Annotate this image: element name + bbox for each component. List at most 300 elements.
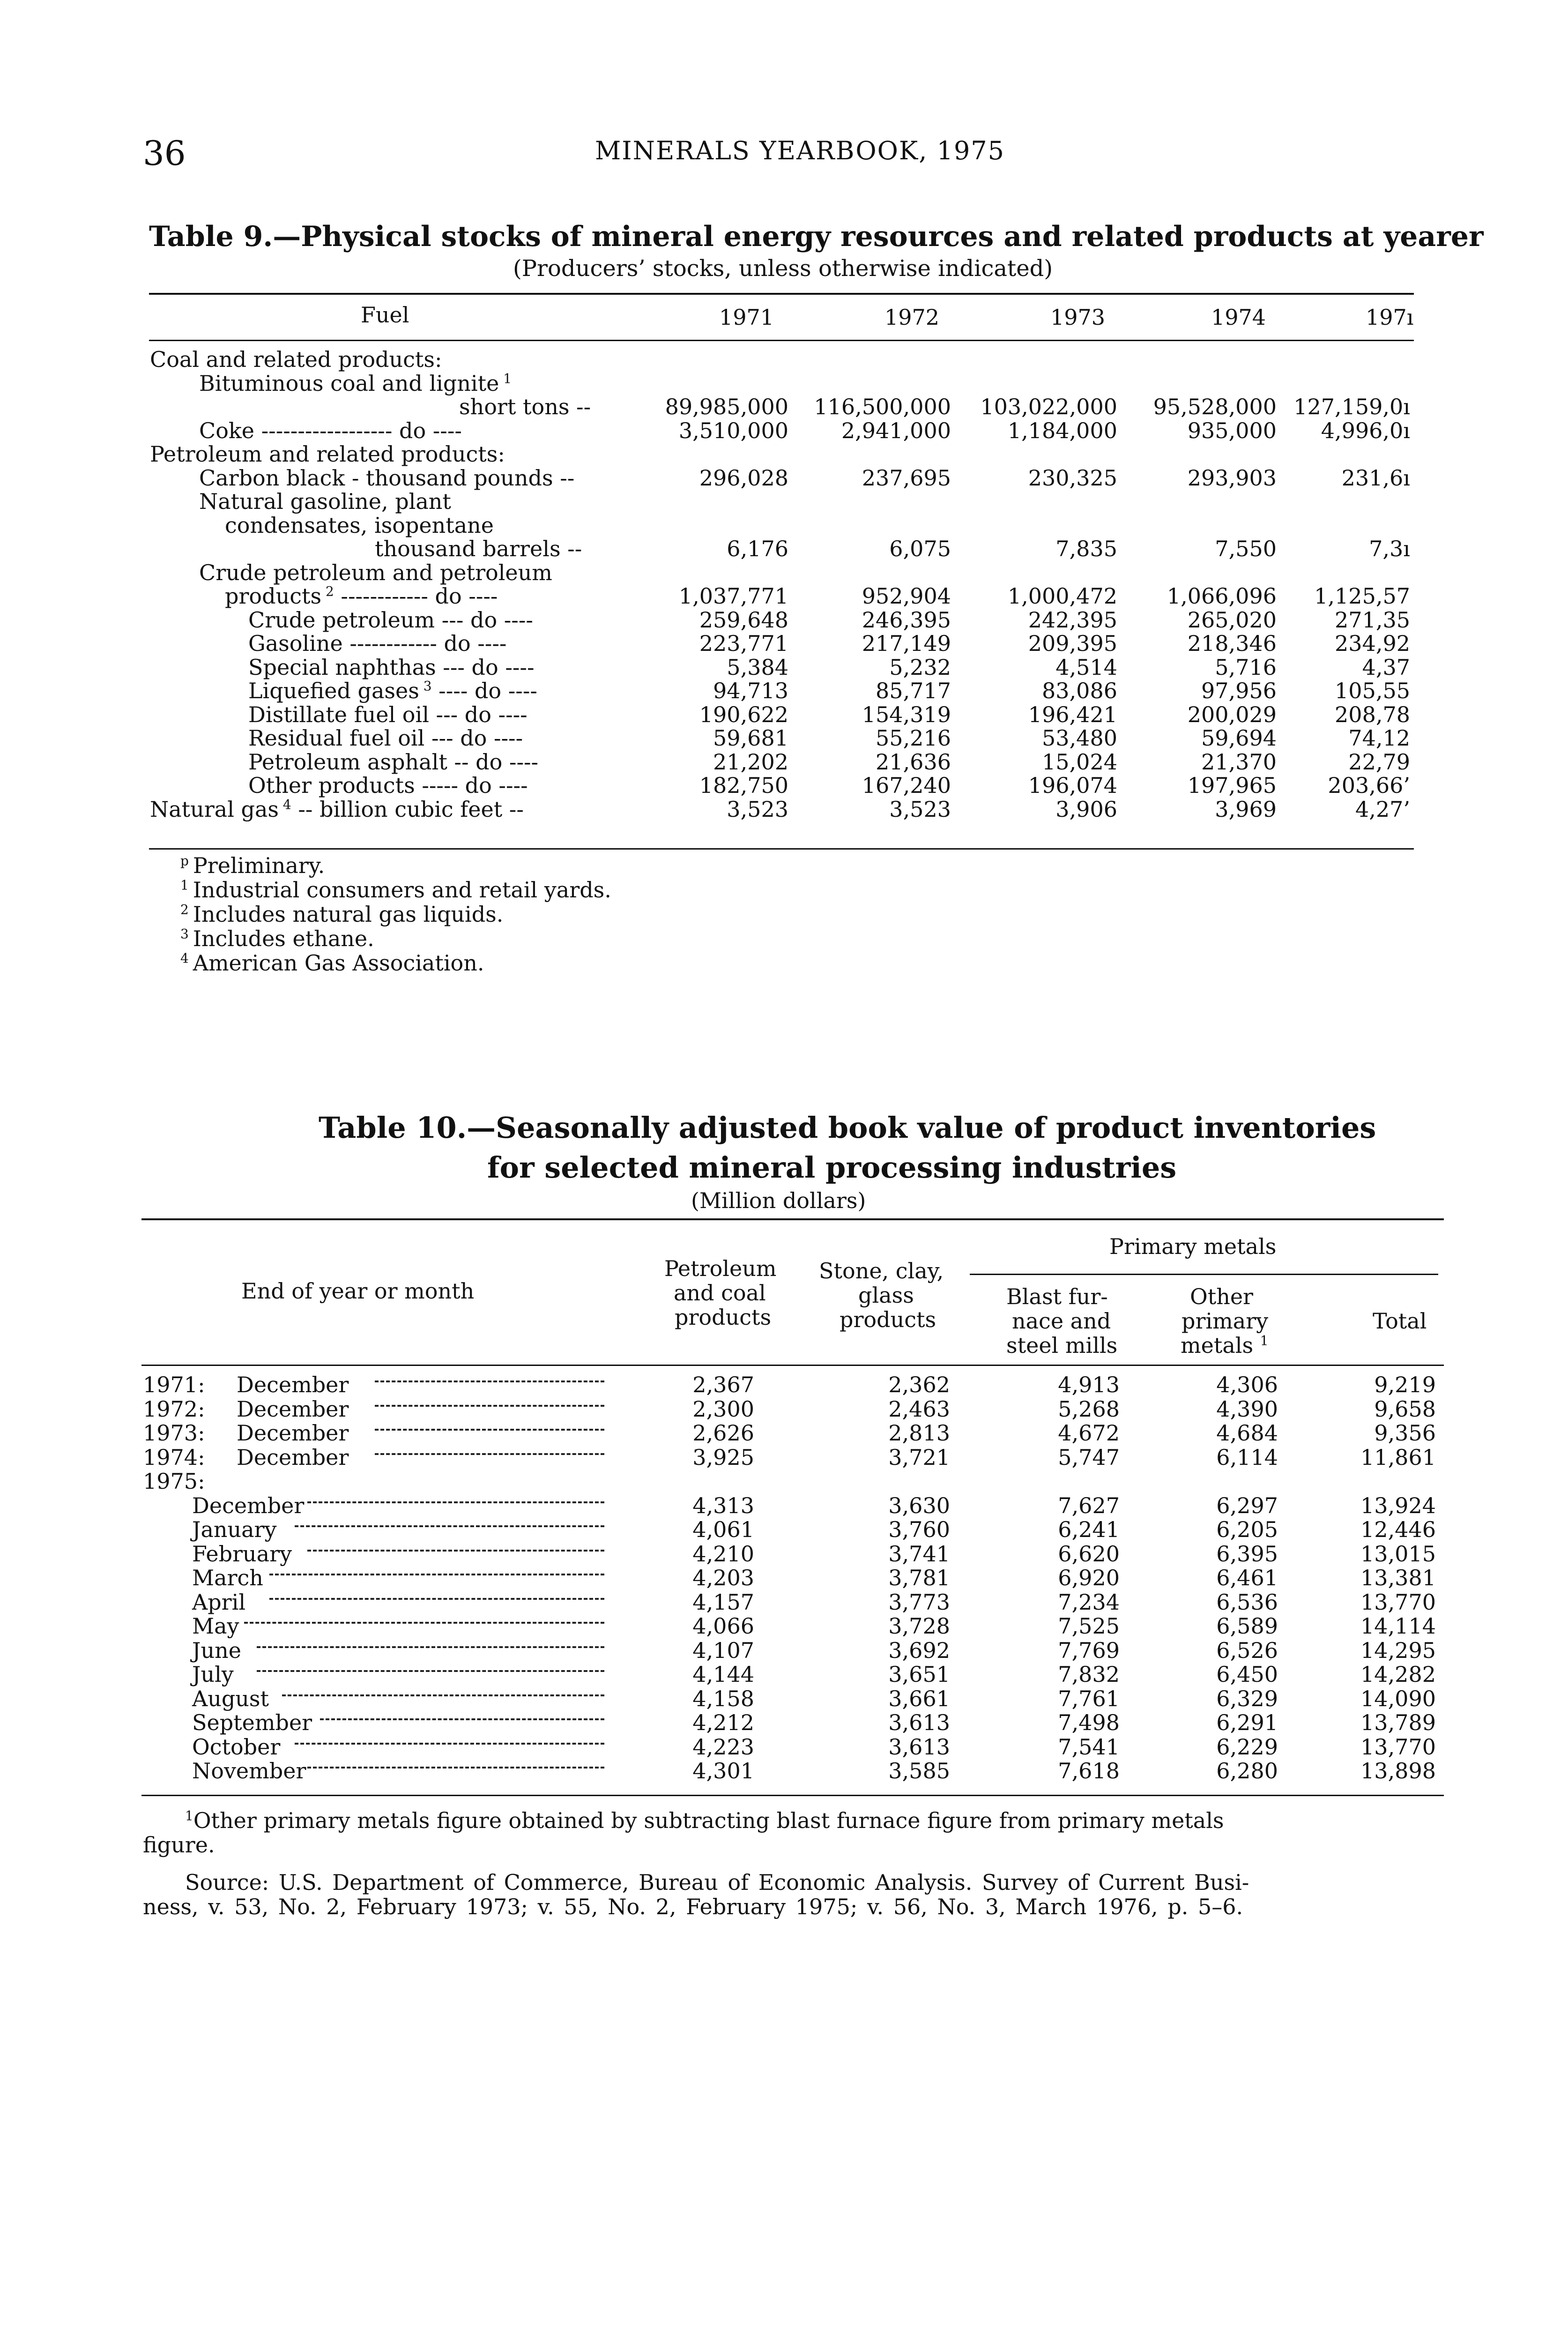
table9-row-label: Bituminous coal and lignite $^1$: [199, 370, 512, 396]
table9-cell: 1,000,472: [1007, 583, 1117, 609]
table10-row: [0, 1541, 1568, 1565]
table9-cell: 127,159,0ı: [1293, 394, 1410, 419]
table10-cell: 7,234: [1058, 1589, 1120, 1615]
table9-cell: 265,020: [1187, 607, 1277, 633]
table10-row-leader: [307, 1501, 604, 1503]
table10-row: [0, 1758, 1568, 1782]
table9-cell: 1,066,096: [1167, 583, 1277, 609]
table10-cell: 4,672: [1058, 1420, 1120, 1446]
table9-row-label: Gasoline ------------ do ----: [248, 631, 507, 656]
table10-cell: 7,525: [1058, 1613, 1120, 1639]
table9-row-footnote-mark: 2: [321, 583, 334, 599]
table9-row-label: Distillate fuel oil --- do ----: [248, 701, 528, 727]
table9-cell: 7,550: [1215, 536, 1277, 561]
table9-row-label: condensates, isopentane: [225, 512, 494, 538]
table9-row-label: Crude petroleum --- do ----: [248, 607, 533, 633]
table10-cell: 5,268: [1058, 1396, 1120, 1422]
table9-row: [0, 725, 1568, 749]
table9-row: [0, 631, 1568, 654]
table10-cell: 14,114: [1360, 1613, 1436, 1639]
table10-col-period: End of year or month: [241, 1278, 475, 1304]
table9-cell: 21,636: [876, 749, 951, 775]
table10-cell: 3,651: [888, 1662, 950, 1687]
table9-cell: 22,79: [1348, 749, 1410, 775]
table9-row: [0, 513, 1568, 536]
table10-col-total: Total: [1373, 1308, 1427, 1334]
table10-cell: 7,769: [1058, 1637, 1120, 1663]
table10-row-leader: [257, 1670, 604, 1672]
table10-row-leader: [375, 1453, 604, 1455]
table9-cell: 200,029: [1187, 701, 1277, 727]
table10-cell: 4,223: [692, 1734, 754, 1760]
table10-source-line1: Source: U.S. Department of Commerce, Bureau of Economic Analysis. Survey of Current Busi-: [185, 1870, 1249, 1895]
table10-cell: 2,626: [692, 1420, 754, 1446]
table9-title: Table 9.—Physical stocks of mineral energy resources and related products at yearer: [149, 220, 1484, 253]
table10-cell: 9,219: [1374, 1372, 1436, 1397]
table10-row: [0, 1469, 1568, 1492]
table9-row-label: Other products ----- do ----: [248, 773, 528, 798]
table9-row-label: Petroleum and related products:: [150, 441, 505, 467]
table10-row-leader: [295, 1525, 604, 1527]
table9-cell: 5,384: [727, 654, 788, 680]
table9-cell: 203,66’: [1328, 773, 1410, 798]
table9-footnote-mark: p: [180, 853, 193, 869]
table10-row-month: December: [237, 1372, 349, 1397]
table10-row-month: February: [192, 1541, 292, 1567]
table9-cell: 4,37: [1362, 654, 1410, 680]
table10-cell: 13,015: [1360, 1541, 1436, 1567]
table9-subtitle: (Producers’ stocks, unless otherwise indicated): [513, 255, 1053, 282]
table9-row-label: Natural gas $^4$ -- billion cubic feet --: [150, 796, 524, 822]
table9-footnote-text: Includes natural gas liquids.: [193, 902, 504, 927]
table9-cell: 7,835: [1055, 536, 1117, 561]
table10-cell: 4,061: [692, 1517, 754, 1542]
table10-col-other-2: primary: [1182, 1308, 1269, 1334]
table10-cell: 6,114: [1216, 1444, 1278, 1470]
table10-col-stone-3: products: [840, 1307, 936, 1332]
table10-row: [0, 1662, 1568, 1685]
table10-row-leader: [244, 1622, 604, 1624]
table9-cell: 196,421: [1028, 701, 1117, 727]
table10-cell: 6,526: [1216, 1637, 1278, 1663]
table10-row: [0, 1420, 1568, 1444]
table9-cell: 167,240: [862, 773, 951, 798]
table10-group-rule: [970, 1274, 1438, 1275]
table10-row: [0, 1589, 1568, 1613]
table10-row: [0, 1493, 1568, 1516]
table9-cell: 95,528,000: [1153, 394, 1277, 419]
table9-row-label: short tons --: [459, 394, 591, 419]
table9-row-label: Special naphthas --- do ----: [248, 654, 535, 680]
table10-cell: 6,536: [1216, 1589, 1278, 1615]
table10-footnote: [185, 1808, 1450, 1833]
table9-cell: 952,904: [862, 583, 951, 609]
table9-col-year-1: 1971: [719, 305, 774, 330]
table10-top-rule: [141, 1218, 1444, 1220]
table9-row: [0, 560, 1568, 583]
table10-cell: 4,313: [692, 1492, 754, 1518]
table9-cell: 196,074: [1028, 773, 1117, 798]
table10-bottom-rule: [141, 1795, 1444, 1796]
table9-row: [0, 347, 1568, 370]
table9-footnote: [180, 877, 611, 903]
table10-row-leader: [375, 1405, 604, 1407]
table10-group-primary-metals: Primary metals: [1109, 1234, 1277, 1259]
table10-cell: 3,781: [888, 1565, 950, 1590]
table9-row: [0, 371, 1568, 394]
table10-cell: 4,306: [1216, 1372, 1278, 1397]
table10-cell: 2,362: [888, 1372, 950, 1397]
table10-row: [0, 1734, 1568, 1758]
table9-cell: 4,514: [1055, 654, 1117, 680]
table10-cell: 13,898: [1360, 1758, 1436, 1783]
table9-row-footnote-mark: 3: [419, 678, 432, 694]
table10-cell: 14,090: [1360, 1686, 1436, 1711]
table9-cell: 234,92: [1335, 631, 1410, 656]
table10-cell: 3,613: [888, 1734, 950, 1760]
running-head: MINERALS YEARBOOK, 1975: [595, 136, 1005, 165]
table9-row-footnote-mark: 4: [279, 797, 291, 813]
table9-col-year-2: 1972: [884, 305, 940, 330]
table10-cell: 7,832: [1058, 1662, 1120, 1687]
table9-row: [0, 583, 1568, 607]
table10-cell: 12,446: [1360, 1517, 1436, 1542]
table10-col-blast-3: steel mills: [1006, 1333, 1118, 1358]
table10-cell: 7,627: [1058, 1492, 1120, 1518]
table10-row-leader: [307, 1550, 604, 1552]
table10-row-month: June: [192, 1637, 241, 1663]
table10-source-line2: ness, v. 53, No. 2, February 1973; v. 55, No. 2, February 1975; v. 56, No. 3, March 1976, p. 5–6.: [143, 1894, 1243, 1919]
table10-row-month: March: [192, 1565, 263, 1590]
table9-cell: 182,750: [699, 773, 788, 798]
table9-cell: 197,965: [1187, 773, 1277, 798]
table9-footnote-mark: 4: [180, 950, 193, 966]
table9-col-year-4: 1974: [1211, 305, 1266, 330]
table10-cell: 3,925: [692, 1444, 754, 1470]
table9-cell: 105,55: [1335, 678, 1410, 703]
table9-cell: 4,996,0ı: [1321, 418, 1410, 443]
table9-row: [0, 749, 1568, 773]
table10-cell: 6,329: [1216, 1686, 1278, 1711]
table10-row-month: July: [192, 1662, 234, 1687]
table9-cell: 94,713: [713, 678, 788, 703]
table10-cell: 6,589: [1216, 1613, 1278, 1639]
table9-cell: 217,149: [862, 631, 951, 656]
table10-cell: 4,212: [692, 1710, 754, 1735]
table10-cell: 6,229: [1216, 1734, 1278, 1760]
table10-row-month: November: [192, 1758, 306, 1783]
table9-row: [0, 441, 1568, 465]
table9-cell: 1,125,57: [1314, 583, 1410, 609]
table9-cell: 223,771: [699, 631, 788, 656]
table10-cell: 2,463: [888, 1396, 950, 1422]
table10-cell: 6,241: [1058, 1517, 1120, 1542]
table9-cell: 296,028: [699, 465, 788, 491]
table10-cell: 11,861: [1360, 1444, 1436, 1470]
table10-cell: 4,913: [1058, 1372, 1120, 1397]
table9-cell: 59,694: [1201, 725, 1277, 751]
table9-footnote: [180, 853, 325, 878]
table9-cell: 4,27’: [1355, 796, 1410, 822]
table10-cell: 5,747: [1058, 1444, 1120, 1470]
table10-cell: 13,924: [1360, 1492, 1436, 1518]
table9-cell: 209,395: [1028, 631, 1117, 656]
table10-row-month: December: [192, 1492, 305, 1518]
table9-cell: 2,941,000: [841, 418, 951, 443]
table10-cell: 9,658: [1374, 1396, 1436, 1422]
table9-row-label: Carbon black - thousand pounds --: [199, 465, 575, 491]
table10-row-year: 1974:: [143, 1444, 205, 1470]
table9-row-label: Natural gasoline, plant: [199, 489, 451, 514]
table10-row: [0, 1396, 1568, 1420]
table9-cell: 242,395: [1028, 607, 1117, 633]
table9-footnote-mark: 1: [180, 877, 193, 893]
table10-col-other-3-text: metals: [1181, 1333, 1254, 1358]
table9-cell: 293,903: [1187, 465, 1277, 491]
table9-cell: 259,648: [699, 607, 788, 633]
table9-row-label: Petroleum asphalt -- do ----: [248, 749, 539, 775]
table9-footnote-mark: 3: [180, 926, 193, 942]
table10-row-year: 1972:: [143, 1396, 205, 1422]
table10-cell: 14,295: [1360, 1637, 1436, 1663]
table10-row-month: August: [192, 1686, 269, 1711]
table10-col-petroleum-1: Petroleum: [664, 1256, 777, 1281]
table9-cell: 6,176: [727, 536, 788, 561]
table9-row: [0, 797, 1568, 820]
table9-cell: 15,024: [1042, 749, 1117, 775]
table9-cell: 230,325: [1028, 465, 1117, 491]
table10-footnote-line2: figure.: [143, 1832, 215, 1858]
table9-footnote: [180, 902, 503, 927]
table10-col-stone-2: glass: [858, 1283, 914, 1308]
table10-col-petroleum-3: products: [675, 1305, 772, 1330]
table9-cell: 89,985,000: [665, 394, 788, 419]
table9-cell: 154,319: [862, 701, 951, 727]
table9-cell: 7,3ı: [1369, 536, 1410, 561]
table10-row-year: 1975:: [143, 1469, 205, 1494]
table10-cell: 3,728: [888, 1613, 950, 1639]
table10-cell: 2,300: [692, 1396, 754, 1422]
table10-row-month: April: [192, 1589, 246, 1615]
table10-row: [0, 1445, 1568, 1468]
table9-cell: 218,346: [1187, 631, 1277, 656]
table9-row: [0, 773, 1568, 796]
table9-cell: 271,35: [1335, 607, 1410, 633]
table10-cell: 6,297: [1216, 1492, 1278, 1518]
table9-row-label: thousand barrels --: [375, 536, 582, 561]
table10-cell: 3,721: [888, 1444, 950, 1470]
table10-cell: 3,692: [888, 1637, 950, 1663]
table9-cell: 3,510,000: [678, 418, 788, 443]
table10-title-line1: Table 10.—Seasonally adjusted book value of product inventories: [319, 1111, 1376, 1145]
table10-cell: 3,661: [888, 1686, 950, 1711]
table10-cell: 3,760: [888, 1517, 950, 1542]
table9-cell: 97,956: [1201, 678, 1277, 703]
table10-row: [0, 1372, 1568, 1395]
table9-row-label: Coal and related products:: [150, 347, 442, 372]
table9-cell: 190,622: [699, 701, 788, 727]
table9-cell: 116,500,000: [814, 394, 951, 419]
table10-row-month: October: [192, 1734, 281, 1760]
table9-cell: 85,717: [876, 678, 951, 703]
table10-cell: 13,770: [1360, 1734, 1436, 1760]
table10-row-month: January: [192, 1517, 277, 1542]
table10-row-year: 1971:: [143, 1372, 205, 1397]
table10-row: [0, 1517, 1568, 1540]
table9-cell: 53,480: [1042, 725, 1117, 751]
table10-row-month: December: [237, 1396, 349, 1422]
table9-row: [0, 489, 1568, 512]
table10-cell: 4,210: [692, 1541, 754, 1567]
table10-cell: 7,498: [1058, 1710, 1120, 1735]
table10-cell: 3,613: [888, 1710, 950, 1735]
table10-row-leader: [269, 1598, 604, 1600]
table10-cell: 6,920: [1058, 1565, 1120, 1590]
table10-row: [0, 1613, 1568, 1637]
table10-cell: 6,620: [1058, 1541, 1120, 1567]
table9-row: [0, 536, 1568, 560]
table10-cell: 3,741: [888, 1541, 950, 1567]
table10-col-petroleum-2: and coal: [674, 1280, 766, 1306]
table9-row: [0, 678, 1568, 701]
table9-cell: 208,78: [1335, 701, 1410, 727]
table10-cell: 6,461: [1216, 1565, 1278, 1590]
table9-row-footnote-mark: 1: [499, 371, 512, 387]
table10-cell: 4,157: [692, 1589, 754, 1615]
table9-cell: 3,969: [1215, 796, 1277, 822]
table10-cell: 4,144: [692, 1662, 754, 1687]
table9-col-year-3: 1973: [1050, 305, 1106, 330]
table10-row-leader: [282, 1694, 604, 1696]
table9-footnote: [180, 950, 484, 976]
table10-footnote-mark: 1: [185, 1808, 193, 1824]
table10-cell: 6,291: [1216, 1710, 1278, 1735]
table10-col-blast-2: nace and: [1012, 1308, 1111, 1334]
table9-row: [0, 702, 1568, 725]
table10-cell: 4,158: [692, 1686, 754, 1711]
table9-cell: 246,395: [862, 607, 951, 633]
table9-cell: 231,6ı: [1341, 465, 1410, 491]
table10-cell: 14,282: [1360, 1662, 1436, 1687]
table10-cell: 4,684: [1216, 1420, 1278, 1446]
table10-col-other-1: Other: [1190, 1284, 1254, 1309]
table10-row-month: December: [237, 1420, 349, 1446]
table9-footnote: [180, 926, 374, 951]
table10-header-rule: [141, 1365, 1444, 1366]
table10-cell: 7,541: [1058, 1734, 1120, 1760]
table9-cell: 21,370: [1201, 749, 1277, 775]
table10-cell: 7,761: [1058, 1686, 1120, 1711]
table9-cell: 83,086: [1042, 678, 1117, 703]
table10-cell: 2,367: [692, 1372, 754, 1397]
table10-cell: 4,107: [692, 1637, 754, 1663]
table10-cell: 3,773: [888, 1589, 950, 1615]
table10-cell: 6,280: [1216, 1758, 1278, 1783]
table9-footnote-text: American Gas Association.: [193, 950, 484, 976]
table10-row: [0, 1638, 1568, 1661]
table10-cell: 13,789: [1360, 1710, 1436, 1735]
table9-cell: 3,523: [727, 796, 788, 822]
table9-cell: 21,202: [713, 749, 788, 775]
table9-row: [0, 394, 1568, 418]
table10-cell: 7,618: [1058, 1758, 1120, 1783]
table9-footnote-text: Industrial consumers and retail yards.: [193, 877, 611, 903]
table10-row-leader: [375, 1429, 604, 1431]
table10-row-leader: [295, 1743, 604, 1745]
table9-top-rule: [149, 293, 1414, 295]
table10-cell: 4,203: [692, 1565, 754, 1590]
table10-cell: 6,450: [1216, 1662, 1278, 1687]
table10-row: [0, 1710, 1568, 1733]
table9-cell: 5,716: [1215, 654, 1277, 680]
table9-footnote-text: Preliminary.: [193, 853, 325, 878]
table10-row-year: 1973:: [143, 1420, 205, 1446]
table9-cell: 103,022,000: [980, 394, 1117, 419]
table10-footnote-line1: Other primary metals figure obtained by subtracting blast furnace figure from primary metals: [193, 1808, 1224, 1833]
table10-row-month: May: [192, 1613, 239, 1639]
table10-row-leader: [375, 1380, 604, 1382]
table10-col-blast-1: Blast fur-: [1006, 1284, 1108, 1309]
table10-cell: 3,630: [888, 1492, 950, 1518]
table10-row-leader: [257, 1646, 604, 1648]
table10-cell: 4,301: [692, 1758, 754, 1783]
table9-row-label: Coke ------------------ do ----: [199, 418, 462, 443]
table10-row: [0, 1565, 1568, 1589]
table10-cell: 13,381: [1360, 1565, 1436, 1590]
table10-row-leader: [320, 1718, 604, 1720]
table9-cell: 74,12: [1348, 725, 1410, 751]
table9-cell: 1,037,771: [678, 583, 788, 609]
table10-row-leader: [269, 1574, 604, 1575]
table10-cell: 4,390: [1216, 1396, 1278, 1422]
page-number: 36: [143, 134, 186, 173]
table9-row: [0, 465, 1568, 489]
table9-cell: 3,906: [1055, 796, 1117, 822]
table10-col-other-sup: 1: [1260, 1333, 1269, 1349]
table9-row: [0, 418, 1568, 441]
table9-row: [0, 655, 1568, 678]
table10-row: [0, 1686, 1568, 1709]
table9-col-fuel: Fuel: [361, 302, 409, 328]
table9-cell: 55,216: [876, 725, 951, 751]
table10-cell: 6,205: [1216, 1517, 1278, 1542]
table10-row-leader: [307, 1767, 604, 1768]
table10-cell: 3,585: [888, 1758, 950, 1783]
table9-row-label: products $^2$ ------------ do ----: [225, 583, 498, 609]
table9-row-label: Residual fuel oil --- do ----: [248, 725, 523, 751]
table9-cell: 59,681: [713, 725, 788, 751]
table9-col-year-5: 197ı: [1366, 305, 1414, 330]
table10-cell: 9,356: [1374, 1420, 1436, 1446]
table9-cell: 1,184,000: [1007, 418, 1117, 443]
table9-footnote-mark: 2: [180, 902, 193, 918]
table10-row-month: September: [192, 1710, 312, 1735]
table10-title-line2: for selected mineral processing industries: [487, 1150, 1177, 1185]
table9-header-rule: [149, 340, 1414, 341]
table9-cell: 935,000: [1187, 418, 1277, 443]
table10-cell: 6,395: [1216, 1541, 1278, 1567]
table9-footnote-text: Includes ethane.: [193, 926, 374, 951]
table9-bottom-rule: [149, 848, 1414, 850]
table9-cell: 6,075: [889, 536, 951, 561]
table9-cell: 237,695: [862, 465, 951, 491]
table10-cell: 13,770: [1360, 1589, 1436, 1615]
table10-col-other-3: [1181, 1333, 1269, 1358]
table10-col-stone-1: Stone, clay,: [819, 1258, 944, 1283]
table9-row: [0, 607, 1568, 631]
table10-cell: 4,066: [692, 1613, 754, 1639]
table10-row-month: December: [237, 1444, 349, 1470]
